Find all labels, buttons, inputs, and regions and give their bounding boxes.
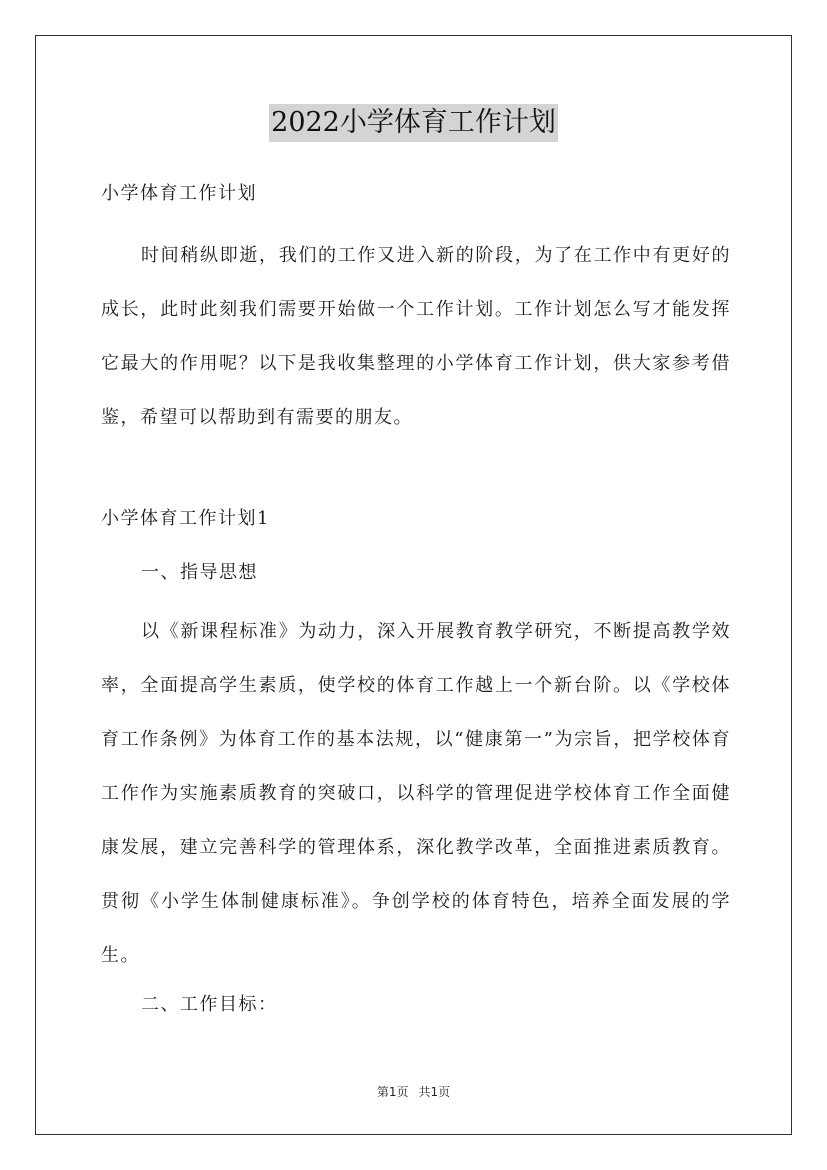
section-title: 小学体育工作计划1 [101,508,270,529]
heading-guiding-ideology: 一、指导思想 [141,562,258,583]
page-footer [0,1083,827,1100]
title-container [0,104,827,142]
page-number: 第1页 [376,1085,409,1099]
heading-work-goals: 二、工作目标： [141,994,278,1015]
guiding-ideology-paragraph: 以《新课程标准》为动力，深入开展教育教学研究，不断提高教学效率，全面提高学生素质，使学校的体育工作越上一个新台阶。以《学校体育工作条例》为体育工作的基本法规，以“健康第一”为宗旨，把学校体育工作作为实施素质教育的突破口，以科学的管理促进学校体育工作全面健康发展，建立完善科学的管理体系，深化教学改革，全面推进素质教育。贯彻《小学生体制健康标准》。争创学校的体育特色，培养全面发展的学生。 [101,621,731,966]
document-subtitle: 小学体育工作计划 [101,183,257,204]
intro-paragraph: 时间稍纵即逝，我们的工作又进入新的阶段，为了在工作中有更好的成长，此时此刻我们需要开始做一个工作计划。工作计划怎么写才能发挥它最大的作用呢？以下是我收集整理的小学体育工作计划，供大家参考借鉴，希望可以帮助到有需要的朋友。 [101,245,731,428]
document-title: 2022小学体育工作计划 [269,104,558,142]
total-pages: 共1页 [418,1085,451,1099]
